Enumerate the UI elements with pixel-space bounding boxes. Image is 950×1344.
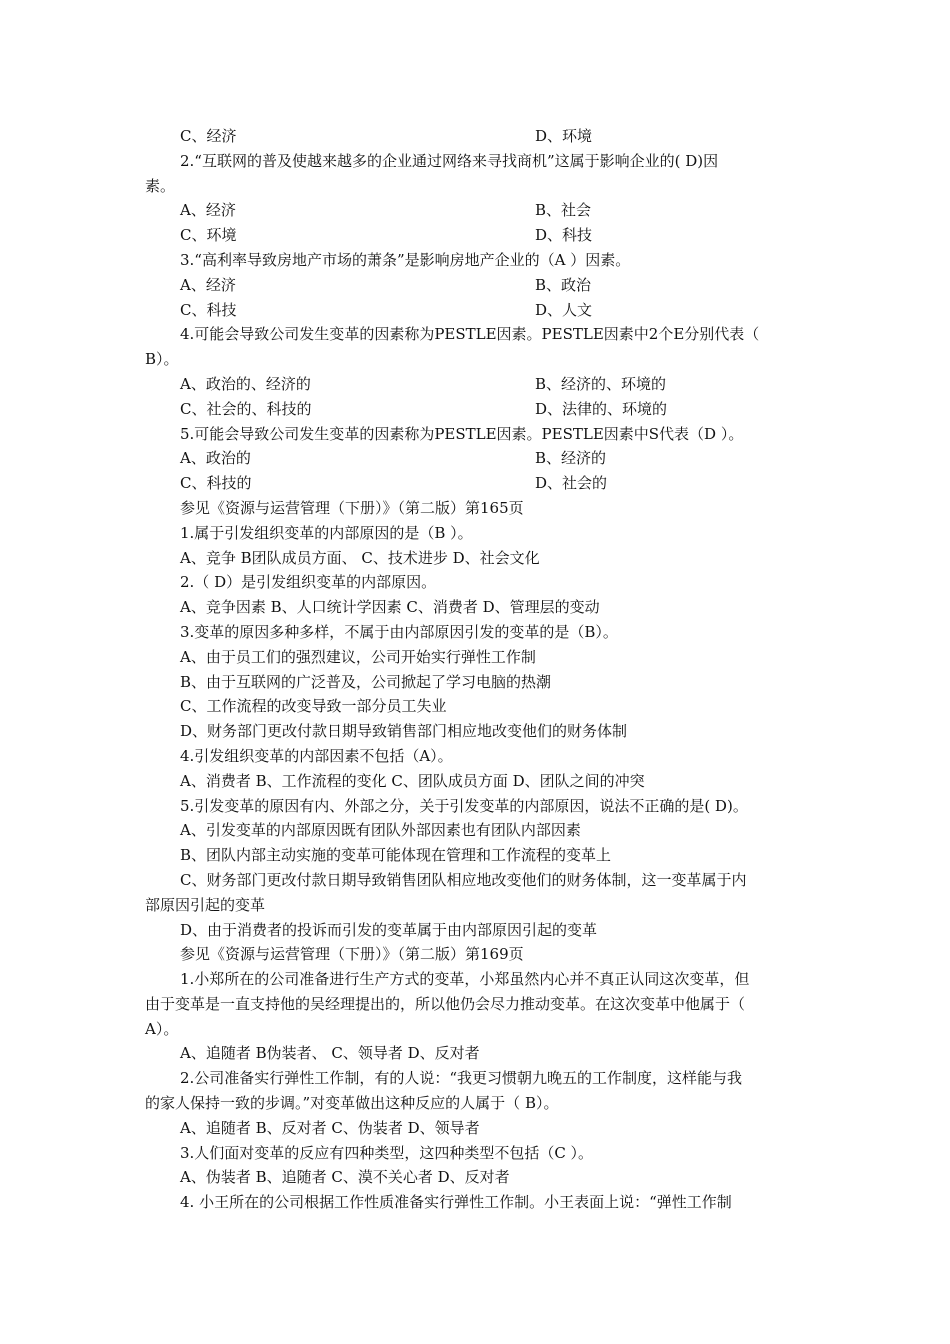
text-line: 5.引发变革的原因有内、外部之分，关于引发变革的内部原因，说法不正确的是( D)。 <box>180 796 748 815</box>
text-continuation: 由于变革是一直支持他的吴经理提出的，所以他仍会尽力推动变革。在这次变革中他属于（ <box>145 994 746 1013</box>
text-line: 参见《资源与运营管理（下册）》（第二版）第165页 <box>180 498 524 517</box>
option-row <box>0 471 950 496</box>
option-right: D、科技 <box>535 226 593 245</box>
text-line: 3.“高利率导致房地产市场的萧条”是影响房地产企业的（A ）因素。 <box>180 250 631 269</box>
option-left: A、经济 <box>180 201 236 220</box>
text-line: 2.（ D）是引发组织变革的内部原因。 <box>180 573 437 592</box>
option-row <box>0 397 950 422</box>
text-line: 参见《资源与运营管理（下册）》（第二版）第169页 <box>180 945 524 964</box>
text-line: A、追随者 B伪装者、 C、领导者 D、反对者 <box>180 1044 480 1063</box>
option-row <box>0 446 950 471</box>
text-line: D、由于消费者的投诉而引发的变革属于由内部原因引起的变革 <box>180 920 598 939</box>
text-continuation: B）。 <box>145 350 179 369</box>
text-line: 4.引发组织变革的内部因素不包括（A）。 <box>180 746 453 765</box>
text-line: A、消费者 B、工作流程的变化 C、团队成员方面 D、团队之间的冲突 <box>180 771 645 790</box>
text-line: 2.公司准备实行弹性工作制，有的人说：“我更习惯朝九晚五的工作制度，这样能与我 <box>180 1069 742 1088</box>
text-line: 1.小郑所在的公司准备进行生产方式的变革，小郑虽然内心并不真正认同这次变革，但 <box>180 970 750 989</box>
text-line: 3.变革的原因多种多样，不属于由内部原因引发的变革的是（B）。 <box>180 622 618 641</box>
option-left: C、科技 <box>180 300 237 319</box>
option-row <box>0 124 950 149</box>
option-row <box>0 372 950 397</box>
option-row <box>0 298 950 323</box>
text-line: C、财务部门更改付款日期导致销售团队相应地改变他们的财务体制，这一变革属于内 <box>180 870 747 889</box>
text-continuation: 素。 <box>145 176 176 195</box>
text-line: A、竞争因素 B、人口统计学因素 C、消费者 D、管理层的变动 <box>180 598 600 617</box>
text-line: B、由于互联网的广泛普及，公司掀起了学习电脑的热潮 <box>180 672 552 691</box>
text-line: A、由于员工们的强烈建议，公司开始实行弹性工作制 <box>180 647 536 666</box>
text-line: A、伪装者 B、追随者 C、漠不关心者 D、反对者 <box>180 1168 510 1187</box>
option-right: D、人文 <box>535 300 593 319</box>
text-line: 4. 小王所在的公司根据工作性质准备实行弹性工作制。小王表面上说：“弹性工作制 <box>180 1193 732 1212</box>
text-line: 4.可能会导致公司发生变革的因素称为PESTLE因素。PESTLE因素中2个E分别代表（ <box>180 325 760 344</box>
text-continuation: A）。 <box>145 1019 179 1038</box>
text-line: 1.属于引发组织变革的内部原因的是（B ）。 <box>180 523 473 542</box>
text-line: B、团队内部主动实施的变革可能体现在管理和工作流程的变革上 <box>180 846 612 865</box>
text-line: 2.“互联网的普及使越来越多的企业通过网络来寻找商机”这属于影响企业的( D)因 <box>180 151 719 170</box>
text-line: A、引发变革的内部原因既有团队外部因素也有团队内部因素 <box>180 821 581 840</box>
text-line: 3.人们面对变革的反应有四种类型，这四种类型不包括（C ）。 <box>180 1143 594 1162</box>
option-row <box>0 223 950 248</box>
option-left: A、经济 <box>180 275 236 294</box>
option-right: D、社会的 <box>535 474 608 493</box>
text-line: D、财务部门更改付款日期导致销售部门相应地改变他们的财务体制 <box>180 722 628 741</box>
option-left: C、环境 <box>180 226 237 245</box>
text-continuation: 的家人保持一致的步调。”对变革做出这种反应的人属于（ B）。 <box>145 1094 559 1113</box>
option-right: B、经济的、环境的 <box>535 374 667 393</box>
option-right: B、经济的 <box>535 449 607 468</box>
option-left: C、经济 <box>180 127 237 145</box>
option-right: D、法律的、环境的 <box>535 399 668 418</box>
text-line: 5.可能会导致公司发生变革的因素称为PESTLE因素。PESTLE因素中S代表（D ）。 <box>180 424 744 443</box>
option-row <box>0 273 950 298</box>
option-right: B、社会 <box>535 201 592 220</box>
option-left: C、科技的 <box>180 474 252 493</box>
option-right: D、环境 <box>535 127 593 145</box>
text-line: A、竞争 B团队成员方面、 C、技术进步 D、社会文化 <box>180 548 540 567</box>
document-page <box>0 124 950 1215</box>
text-line: C、工作流程的改变导致一部分员工失业 <box>180 697 447 716</box>
text-line: A、追随者 B、反对者 C、伪装者 D、领导者 <box>180 1118 480 1137</box>
option-row <box>0 198 950 223</box>
option-right: B、政治 <box>535 275 592 294</box>
option-left: A、政治的 <box>180 449 251 468</box>
text-continuation: 部原因引起的变革 <box>145 895 266 914</box>
option-left: C、社会的、科技的 <box>180 399 312 418</box>
option-left: A、政治的、经济的 <box>180 374 311 393</box>
